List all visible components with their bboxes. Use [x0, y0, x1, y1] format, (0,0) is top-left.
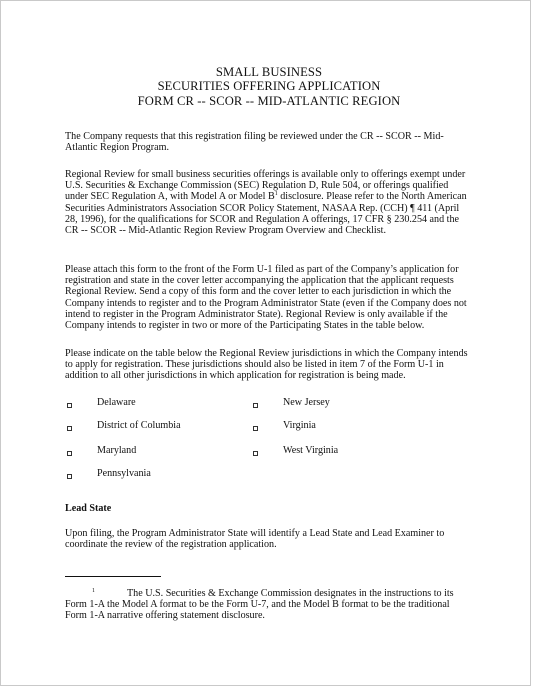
checkbox[interactable]	[253, 451, 258, 456]
paragraph-jurisdictions: Please indicate on the table below the Regional Review jurisdictions in which the Company intends to apply for registration. These jurisdictions should also be listed in item 7 of the Form U-1 in addition to all other jurisdictions in which application for registration is being made.	[65, 348, 468, 382]
state-option-west-virginia[interactable]	[253, 445, 339, 456]
document-title	[65, 65, 473, 108]
footnote-divider	[65, 576, 161, 577]
checkbox[interactable]	[253, 403, 258, 408]
state-option-maryland[interactable]	[67, 445, 137, 456]
state-label: Maryland	[97, 445, 137, 456]
state-option-new-jersey[interactable]	[253, 397, 330, 408]
paragraph-regional-review-part1: Regional Review for small business securities offerings is available only to offerings exempt under U.S. Securities & Exchange Commission (SEC) Regulation D, Rule 504, or offerings qualified under SEC Regulation A, with Model A or Model B	[65, 169, 466, 203]
title-line-1: SMALL BUSINESS	[215, 65, 323, 79]
lead-state-heading: Lead State	[65, 503, 112, 514]
footnote-reference: 1	[274, 191, 278, 198]
state-label: Virginia	[283, 420, 316, 431]
title-line-3: FORM CR -- SCOR -- MID-ATLANTIC REGION	[137, 93, 401, 108]
paragraph-regional-review-part2: disclosure. Please refer to the North American Securities Administrators Association SCOR Policy Statement, NASAA Rep. (CCH) ¶ 411 (April 28, 1996), for the qualifications for SCOR and Regulation A offerings, 17 CFR § 230.254 and the CR -- SCOR -- Mid-Atlantic Region Review Program Overview and Checklist.	[65, 191, 467, 237]
checkbox[interactable]	[67, 403, 72, 408]
state-option-district-of-columbia[interactable]	[67, 420, 181, 431]
state-option-delaware[interactable]	[67, 397, 136, 408]
paragraph-request: The Company requests that this registration filing be reviewed under the CR -- SCOR -- Mid-Atlantic Region Program.	[65, 131, 444, 154]
footnote-text: The U.S. Securities & Exchange Commission designates in the instructions to its Form 1-A the Model A format to be the Form U-7, and the Model B format to be the traditional Form 1-A narrative offering statement disclosure.	[65, 588, 454, 622]
paragraph-regional-review	[65, 169, 473, 236]
state-label: Delaware	[97, 397, 136, 408]
page-content	[65, 65, 473, 622]
paragraph-attach-instructions: Please attach this form to the front of the Form U-1 filed as part of the Company’s application for registration and state in the cover letter accompanying the application that the applicant requests Regional Review. Send a copy of this form and the cover letter to each jurisdiction in which the Company intends to register and to the Program Administrator State (even if the Company does not intend to register in the Program Administrator State). Regional Review is only available if the Company intends to register in two or more of the Participating States in the table below.	[65, 264, 467, 332]
footnote: 1 The U.S. Securities & Exchange Commission designates in the instructions to its Form 1-A the Model A format to be the Form U-7, and the Model B format to be the traditional Form 1-A narrative offering statement disclosure.	[65, 588, 454, 622]
checkbox[interactable]	[67, 451, 72, 456]
state-option-pennsylvania[interactable]	[67, 468, 151, 479]
paragraph-lead-state: Upon filing, the Program Administrator State will identify a Lead State and Lead Examiner to coordinate the review of the registration application.	[65, 528, 445, 551]
checkbox[interactable]	[67, 474, 72, 479]
state-label: Pennsylvania	[97, 468, 151, 479]
state-option-virginia[interactable]	[253, 420, 316, 431]
state-label: District of Columbia	[97, 420, 181, 431]
state-label: New Jersey	[283, 397, 330, 408]
checkbox[interactable]	[253, 426, 258, 431]
title-line-2: SECURITIES OFFERING APPLICATION	[157, 79, 381, 94]
checkbox[interactable]	[67, 426, 72, 431]
state-label: West Virginia	[283, 445, 339, 456]
